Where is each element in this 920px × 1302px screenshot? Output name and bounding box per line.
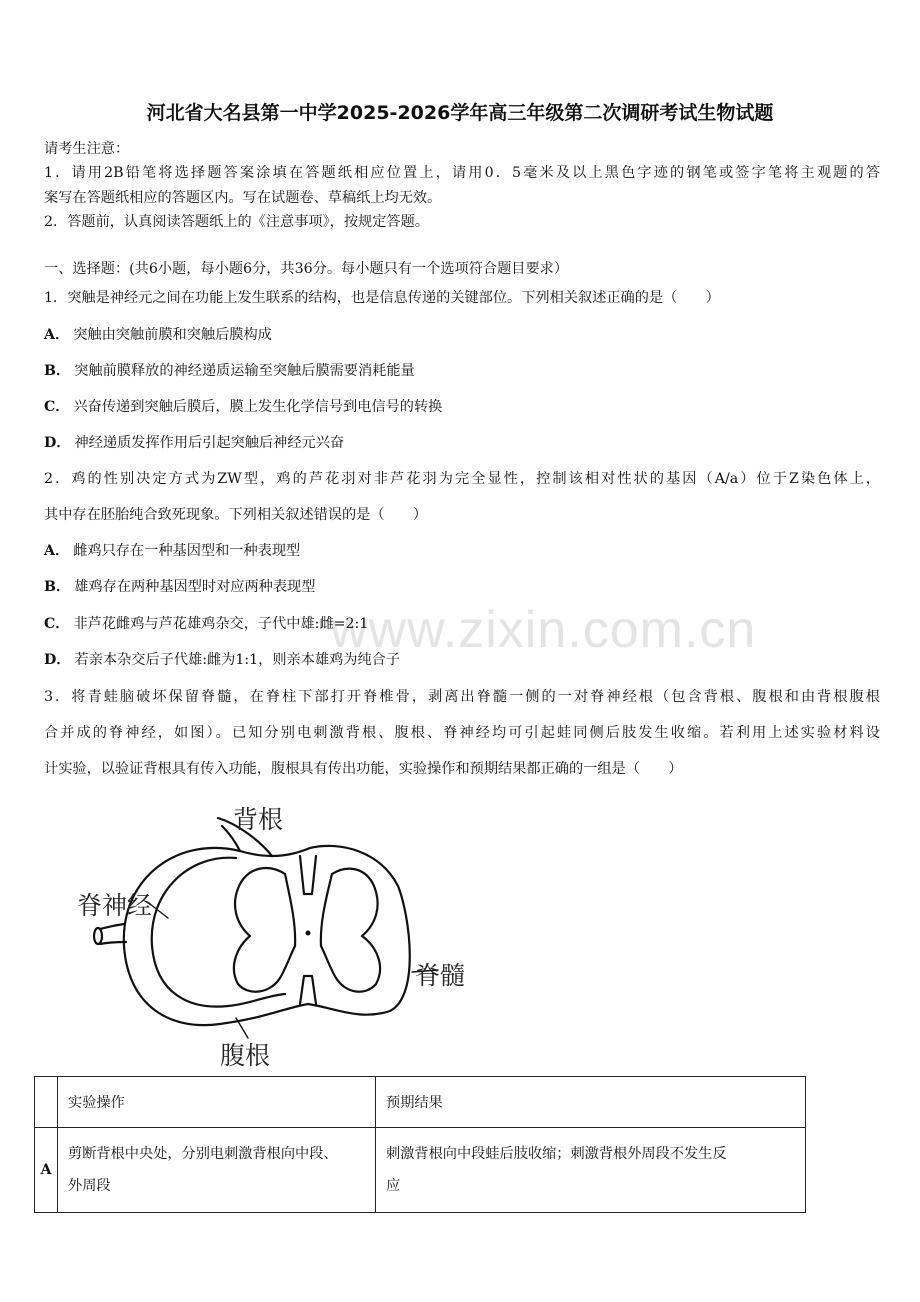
ventral-median-fissure bbox=[300, 976, 316, 1004]
q2-option-c bbox=[44, 614, 880, 634]
option-key: D． bbox=[44, 652, 71, 668]
q1-option-a bbox=[44, 325, 880, 345]
q2-stem-line-1: 2．鸡的性别决定方式为ZW型，鸡的芦花羽对非芦花羽为完全显性，控制该相对性状的基因（A/a）位于Z染色体上， bbox=[44, 471, 880, 487]
label-spinal-nerve: 脊神经 bbox=[77, 891, 153, 920]
q1-option-d bbox=[44, 433, 880, 453]
q2-option-b bbox=[44, 577, 880, 597]
label-ventral-root: 腹根 bbox=[220, 1041, 271, 1070]
row-operation-line: 剪断背根中央处，分别电刺激背根向中段、 bbox=[68, 1146, 338, 1162]
option-key: B． bbox=[44, 579, 71, 595]
row-result bbox=[376, 1128, 806, 1213]
q2-option-d bbox=[44, 650, 880, 670]
row-operation-line: 外周段 bbox=[68, 1178, 111, 1194]
q3-stem-line-3: 计实验，以验证背根具有传入功能，腹根具有传出功能，实验操作和预期结果都正确的一组是（ ） bbox=[44, 761, 683, 777]
central-canal-left bbox=[285, 874, 295, 946]
row-result-line: 应 bbox=[386, 1178, 401, 1194]
q1-option-c bbox=[44, 397, 880, 417]
table-header-row bbox=[35, 1077, 806, 1128]
header-result: 预期结果 bbox=[376, 1077, 806, 1128]
option-key: C． bbox=[44, 616, 70, 632]
option-text: 突触前膜释放的神经递质运输至突触后膜需要消耗能量 bbox=[74, 363, 415, 379]
q2-stem-line-2: 其中存在胚胎纯合致死现象。下列相关叙述错误的是（ ） bbox=[44, 507, 428, 523]
option-key: A． bbox=[44, 327, 70, 343]
answer-table bbox=[34, 1076, 806, 1213]
option-key: B． bbox=[44, 363, 71, 379]
option-text: 若亲本杂交后子代雄:雌为1:1，则亲本雄鸡为纯合子 bbox=[74, 652, 401, 668]
spinal-cord-figure bbox=[60, 796, 480, 1071]
q1-option-b bbox=[44, 361, 880, 381]
option-key: A． bbox=[44, 543, 70, 559]
spinal-nerve-bottom bbox=[100, 942, 126, 944]
q3-stem-line-2: 合并成的脊神经，如图）。已知分别电刺激背根、腹根、脊神经均可引起蛙同侧后肢发生收缩。若利用上述实验材料设 bbox=[44, 725, 880, 741]
spinal-nerve-end bbox=[94, 928, 102, 944]
label-dorsal-root: 背根 bbox=[233, 805, 284, 834]
option-text: 神经递质发挥作用后引起突触后神经元兴奋 bbox=[74, 435, 345, 451]
row-key: A bbox=[35, 1128, 58, 1213]
row-operation bbox=[58, 1128, 376, 1213]
spinal-nerve-top bbox=[100, 924, 124, 929]
notice-item-1-line-2: 案写在答题纸相应的答题区内。写在试题卷、草稿纸上均无效。 bbox=[44, 190, 442, 206]
notice-item-2: 2．答题前，认真阅读答题纸上的《注意事项》，按规定答题。 bbox=[44, 214, 429, 230]
q1-stem: 1．突触是神经元之间在功能上发生联系的结构，也是信息传递的关键部位。下列相关叙述正确的是（ ） bbox=[44, 290, 720, 306]
header-operation: 实验操作 bbox=[58, 1077, 376, 1128]
spinal-cord-diagram bbox=[60, 796, 480, 1071]
option-text: 非芦花雌鸡与芦花雄鸡杂交，子代中雄:雌=2:1 bbox=[73, 616, 369, 632]
central-canal bbox=[306, 931, 311, 936]
cord-inner-outline bbox=[152, 858, 285, 1007]
notice-heading: 请考生注意： bbox=[44, 141, 130, 157]
row-result-line: 刺激背根向中段蛙后肢收缩；刺激背根外周段不发生反 bbox=[386, 1146, 727, 1162]
option-text: 雄鸡存在两种基因型时对应两种表现型 bbox=[74, 579, 316, 595]
header-key-cell bbox=[35, 1077, 58, 1128]
q2-option-a bbox=[44, 541, 880, 561]
option-key: D． bbox=[44, 435, 71, 451]
table-row bbox=[35, 1128, 806, 1213]
option-text: 突触由突触前膜和突触后膜构成 bbox=[73, 327, 272, 343]
page-title: 河北省大名县第一中学2025-2026学年高三年级第二次调研考试生物试题 bbox=[146, 102, 774, 124]
section-heading: 一、选择题：(共6小题，每小题6分，共36分。每小题只有一个选项符合题目要求） bbox=[44, 261, 569, 277]
notice-item-1-line-1: 1．请用2B铅笔将选择题答案涂填在答题纸相应位置上，请用0．5毫米及以上黑色字迹的钢笔或签字笔将主观题的答 bbox=[44, 165, 880, 181]
label-spinal-cord: 脊髓 bbox=[415, 961, 466, 990]
option-key: C． bbox=[44, 399, 70, 415]
option-text: 雌鸡只存在一种基因型和一种表现型 bbox=[73, 543, 301, 559]
option-text: 兴奋传递到突触后膜后，膜上发生化学信号到电信号的转换 bbox=[73, 399, 443, 415]
grey-matter-left bbox=[234, 868, 295, 992]
dorsal-median-sulcus bbox=[300, 856, 316, 894]
watermark: www.zixin.com.cn bbox=[330, 601, 757, 659]
q3-stem-line-1: 3．将青蛙脑破坏保留脊髓，在脊柱下部打开脊椎骨，剥离出脊髓一侧的一对脊神经根（包含背根、腹根和由背根腹根 bbox=[44, 689, 880, 705]
central-canal-right bbox=[321, 874, 332, 946]
